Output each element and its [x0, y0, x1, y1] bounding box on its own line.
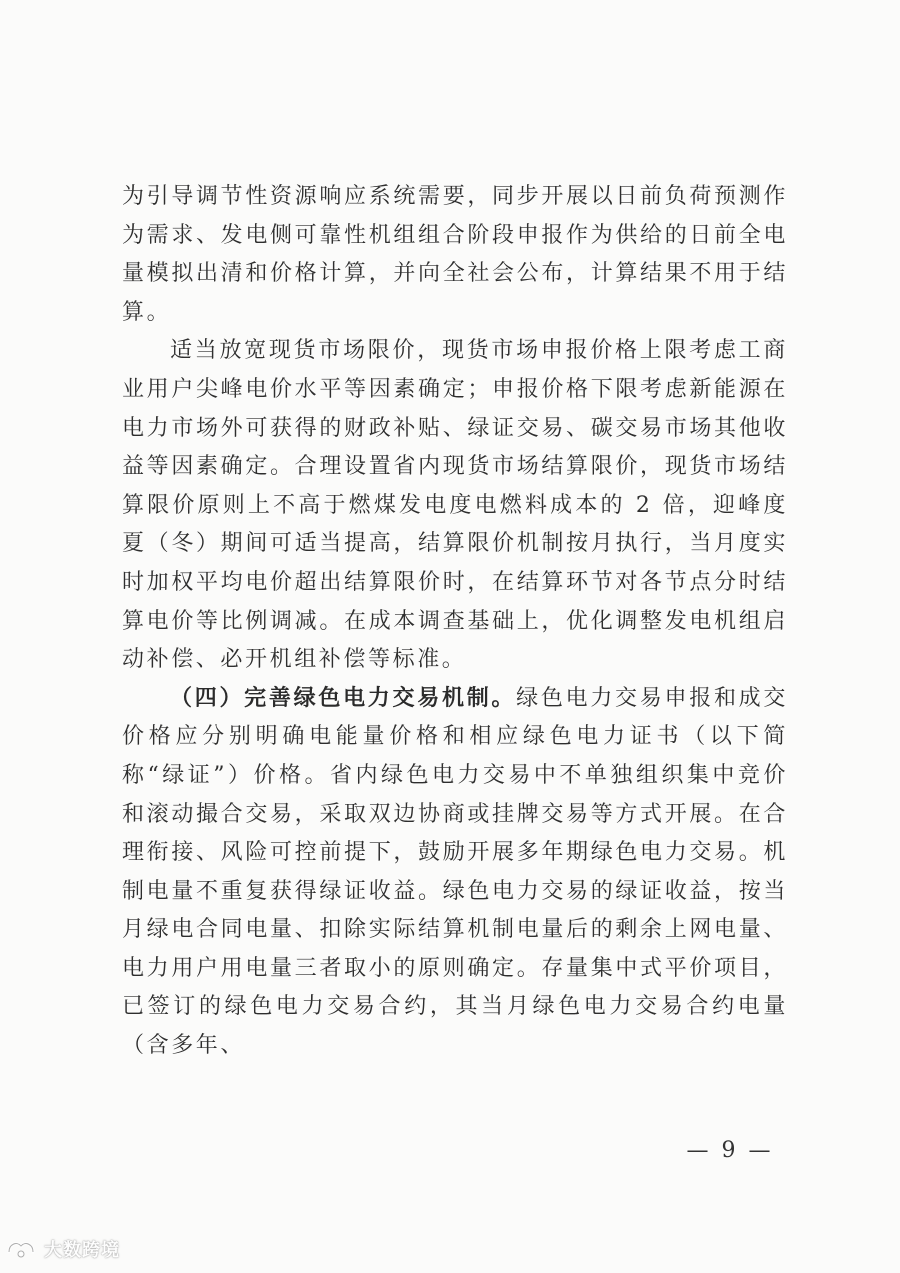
- paragraph-3: [122, 680, 788, 1066]
- watermark: [6, 1236, 120, 1262]
- section-heading: （四）完善绿色电力交易机制。: [170, 685, 517, 711]
- paragraph-2-text: 适当放宽现货市场限价，现货市场申报价格上限考虑工商业用户尖峰电价水平等因素确定；申报价格下限考虑新能源在电力市场外可获得的财政补贴、绿证交易、碳交易市场其他收益等因素确定。合理设置省内现货市场结算限价，现货市场结算限价原则上不高于燃煤发电度电燃料成本的 2 倍，迎峰度夏（冬）期间可适当提高，结算限价机制按月执行，当月度实时加权平均电价超出结算限价时，在结算环节对各节点分时结算电价等比例调减。在成本调查基础上，优化调整发电机组启动补偿、必开机组补偿等标准。: [122, 338, 788, 673]
- watermark-text: 大数跨境: [44, 1240, 120, 1261]
- page-number-text: — 9 —: [686, 1138, 774, 1163]
- paragraph-2: [122, 332, 788, 679]
- page-number: [0, 1138, 900, 1163]
- paragraph-1: [122, 178, 788, 332]
- paragraph-3-text: 绿色电力交易申报和成交价格应分别明确电能量价格和相应绿色电力证书（以下简称“绿证”）价格。省内绿色电力交易中不单独组织集中竞价和滚动撮合交易，采取双边协商或挂牌交易等方式开展。在合理衔接、风险可控前提下，鼓励开展多年期绿色电力交易。机制电量不重复获得绿证收益。绿色电力交易的绿证收益，按当月绿电合同电量、扣除实际结算机制电量后的剩余上网电量、电力用户用电量三者取小的原则确定。存量集中式平价项目，已签订的绿色电力交易合约，其当月绿色电力交易合约电量（含多年、: [122, 685, 789, 1059]
- brand-logo-icon: [6, 1238, 36, 1260]
- document-body: [122, 178, 788, 1066]
- paragraph-1-text: 为引导调节性资源响应系统需要，同步开展以日前负荷预测作为需求、发电侧可靠性机组组合阶段申报作为供给的日前全电量模拟出清和价格计算，并向全社会公布，计算结果不用于结算。: [122, 184, 788, 325]
